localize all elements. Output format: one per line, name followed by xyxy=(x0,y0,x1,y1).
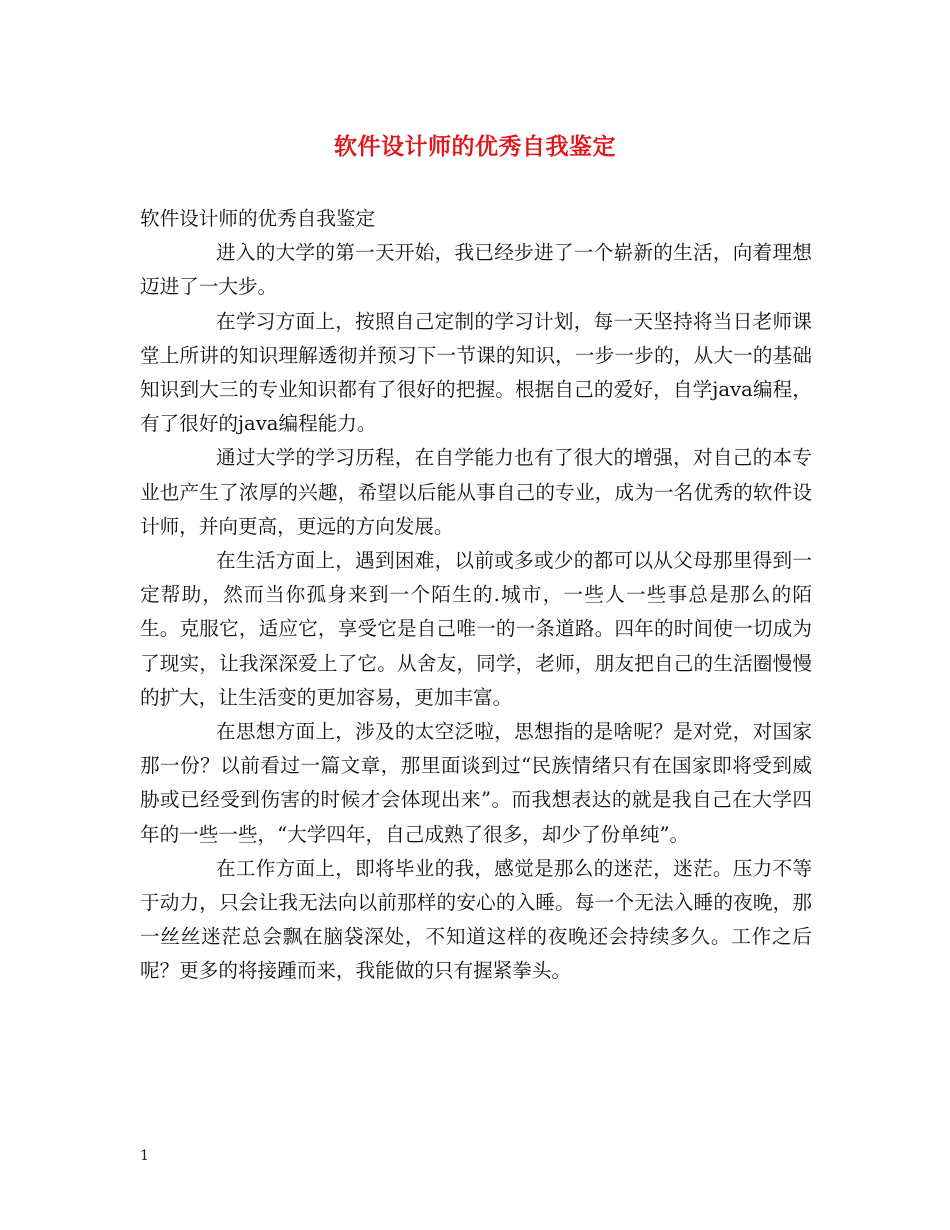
document-body xyxy=(140,202,812,989)
paragraph: 进入的大学的第一天开始，我已经步进了一个崭新的生活，向着理想迈进了一大步。 xyxy=(140,241,812,299)
paragraph: 在思想方面上，涉及的太空泛啦，思想指的是啥呢？是对党，对国家那一份？以前看过一篇文章，那里面谈到过“民族情绪只有在国家即将受到威胁或已经受到伤害的时候才会体现出来”。而我想表达的就是我自己在大学四年的一些一些，“大学四年，自己成熟了很多，却少了份单纯”。 xyxy=(140,720,812,846)
paragraph: 在工作方面上，即将毕业的我，感觉是那么的迷茫，迷茫。压力不等于动力，只会让我无法向以前那样的安心的入睡。每一个无法入睡的夜晚，那一丝丝迷茫总会飘在脑袋深处，不知道这样的夜晚还会持续多久。工作之后呢？更多的将接踵而来，我能做的只有握紧拳头。 xyxy=(140,856,812,983)
page-number: 1 xyxy=(140,1148,149,1164)
document-title: 软件设计师的优秀自我鉴定 xyxy=(334,133,616,160)
paragraph: 在生活方面上，遇到困难，以前或多或少的都可以从父母那里得到一定帮助，然而当你孤身来到一个陌生的.城市，一些人一些事总是那么的陌生。克服它，适应它，享受它是自己唯一的一条道路。四年的时间使一切成为了现实，让我深深爱上了它。从舍友，同学，老师，朋友把自己的生活圈慢慢的扩大，让生活变的更加容易，更加丰富。 xyxy=(140,549,812,709)
paragraph: 通过大学的学习历程，在自学能力也有了很大的增强，对自己的本专业也产生了浓厚的兴趣，希望以后能从事自己的专业，成为一名优秀的软件设计师，并向更高，更远的方向发展。 xyxy=(140,446,812,538)
document-subtitle: 软件设计师的优秀自我鉴定 xyxy=(140,207,376,230)
paragraph: 在学习方面上，按照自己定制的学习计划，每一天坚持将当日老师课堂上所讲的知识理解透彻并预习下一节课的知识，一步一步的，从大一的基础知识到大三的专业知识都有了很好的把握。根据自己的爱好，自学java编程，有了很好的java编程能力。 xyxy=(140,309,812,436)
